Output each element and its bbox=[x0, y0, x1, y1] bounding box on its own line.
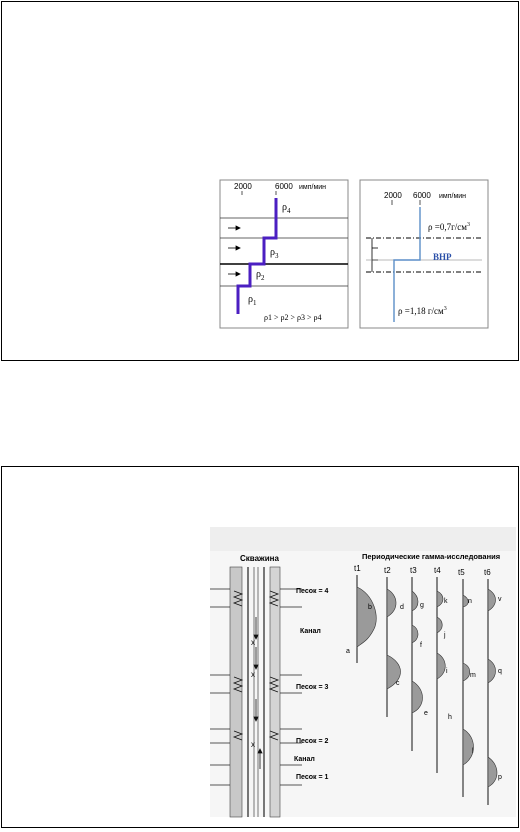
sand-4-label: Песок = 4 bbox=[296, 588, 329, 595]
left-scale-2000: 2000 bbox=[234, 182, 252, 191]
slide-1-figure bbox=[2, 2, 518, 360]
lower-density-label: ρ =1,18 $г/см^3$ bbox=[398, 306, 447, 316]
density-step-log bbox=[220, 180, 348, 328]
sand-3-label: Песок = 3 bbox=[296, 684, 329, 691]
peak-l: l bbox=[472, 748, 474, 755]
sand-1-label: Песок = 1 bbox=[296, 774, 329, 781]
peak-q: q bbox=[498, 668, 502, 675]
peak-j: j bbox=[444, 632, 446, 639]
sand-2-label: Песок = 2 bbox=[296, 738, 329, 745]
channel-label-1: Канал bbox=[300, 628, 321, 635]
flow-mark-2: x bbox=[251, 670, 255, 679]
slide-2-figure bbox=[2, 467, 518, 827]
time-t6: t6 bbox=[484, 568, 491, 577]
upper-density-label: $\rho =0,7г/см^3$ bbox=[428, 222, 470, 232]
slide-2 bbox=[1, 466, 519, 828]
peak-h: h bbox=[448, 714, 452, 721]
peak-k: k bbox=[444, 598, 448, 605]
flow-mark-3: x bbox=[251, 740, 255, 749]
peak-v: v bbox=[498, 596, 502, 603]
peak-c: c bbox=[396, 680, 400, 687]
left-cement bbox=[230, 567, 242, 817]
left-scale-unit: имп/мин bbox=[299, 184, 327, 191]
contact-label: ВНР bbox=[433, 252, 452, 262]
time-t5: t5 bbox=[458, 568, 465, 577]
slide-1 bbox=[1, 1, 519, 361]
time-t4: t4 bbox=[434, 566, 441, 575]
peak-b: b bbox=[368, 604, 372, 611]
peak-n: n bbox=[468, 598, 472, 605]
right-scale-2000: 2000 bbox=[384, 191, 402, 200]
peak-g: g bbox=[420, 602, 424, 609]
contact-log bbox=[360, 180, 488, 328]
left-scale-6000: 6000 bbox=[275, 182, 293, 191]
peak-e: e bbox=[424, 710, 428, 717]
time-t2: t2 bbox=[384, 566, 391, 575]
rho-2-label: $\rho_2$ bbox=[256, 269, 265, 282]
peak-d: d bbox=[400, 604, 404, 611]
right-scale-unit: имп/мин bbox=[439, 193, 467, 200]
peak-f: f bbox=[420, 642, 422, 649]
density-relation: ρ1 > ρ2 > ρ3 > ρ4 bbox=[264, 313, 322, 322]
rho-4-label: $\rho_4$ bbox=[282, 202, 291, 215]
time-t1: t1 bbox=[354, 564, 361, 573]
well-title: Скважина bbox=[240, 554, 279, 563]
peak-p: p bbox=[498, 774, 502, 781]
channel-label-2: Канал bbox=[294, 756, 315, 763]
peak-a: a bbox=[346, 648, 350, 655]
flow-mark-1: x bbox=[251, 638, 255, 647]
gamma-title: Периодические гамма-исследования bbox=[362, 552, 501, 561]
right-scale-6000: 6000 bbox=[413, 191, 431, 200]
rho-3-label: $\rho_3$ bbox=[270, 247, 279, 260]
peak-m: m bbox=[470, 672, 476, 679]
peak-i: i bbox=[446, 668, 448, 675]
rho-1-label: $\rho_1$ bbox=[248, 294, 257, 307]
time-t3: t3 bbox=[410, 566, 417, 575]
